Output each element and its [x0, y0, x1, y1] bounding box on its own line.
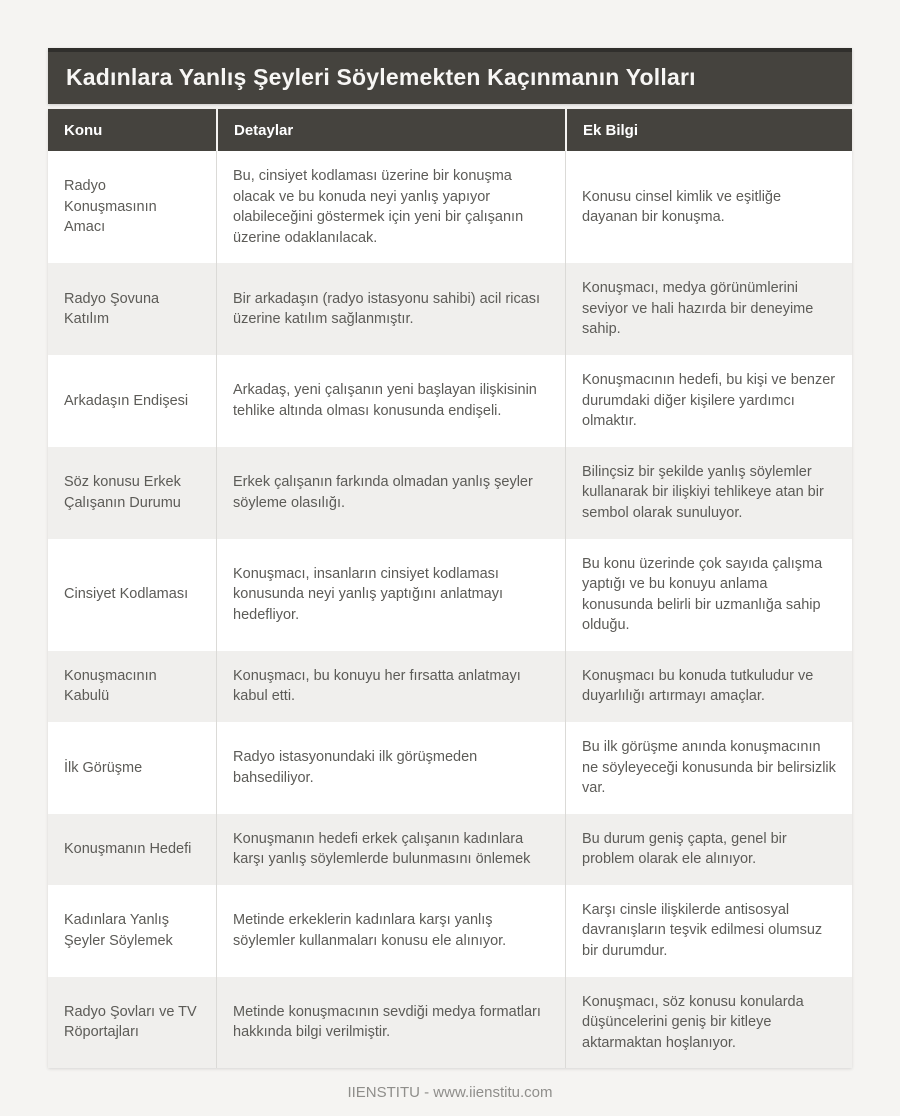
table-row: [48, 539, 852, 651]
header-row: [48, 109, 852, 151]
table-row: [48, 814, 852, 885]
extra-cell: Bilinçsiz bir şekilde yanlış söylemler kullanarak bir ilişkiyi tehlikeye atan bir sembol olarak sunuluyor.: [565, 447, 852, 539]
footer-credit: IIENSTITU - www.iienstitu.com: [347, 1084, 553, 1102]
topic-cell: Kadınlara Yanlış Şeyler Söylemek: [64, 912, 173, 949]
details-cell: Erkek çalışanın farkında olmadan yanlış şeyler söyleme olasılığı.: [216, 447, 565, 539]
topic-cell: Konuşmanın Hedefi: [64, 841, 192, 857]
extra-cell: Karşı cinsle ilişkilerde antisosyal davranışların teşvik edilmesi olumsuz bir durumdur.: [565, 885, 852, 977]
topic-cell: Radyo Konuşmasının Amacı: [64, 178, 157, 236]
table-row: [48, 651, 852, 722]
details-cell: Bir arkadaşın (radyo istasyonu sahibi) acil ricası üzerine katılım sağlanmıştır.: [216, 263, 565, 355]
topic-cell: Radyo Şovları ve TV Röportajları: [64, 1003, 197, 1041]
topic-cell: İlk Görüşme: [64, 759, 143, 776]
details-cell: Metinde erkeklerin kadınlara karşı yanlış söylemler kullanmaları konusu ele alınıyor.: [216, 885, 565, 977]
topic-cell: Cinsiyet Kodlaması: [64, 586, 189, 603]
details-cell: Metinde konuşmacının sevdiği medya formatları hakkında bilgi verilmiştir.: [216, 977, 565, 1069]
extra-cell: Konusu cinsel kimlik ve eşitliğe dayanan bir konuşma.: [565, 151, 852, 263]
details-cell: Konuşmanın hedefi erkek çalışanın kadınlara karşı yanlış söylemlerde bulunmasını önlemek: [216, 814, 565, 885]
table-row: [48, 355, 852, 447]
details-cell: Radyo istasyonundaki ilk görüşmeden bahsediliyor.: [216, 722, 565, 814]
table-row: [48, 263, 852, 355]
extra-cell: Bu ilk görüşme anında konuşmacının ne söyleyeceği konusunda bir belirsizlik var.: [565, 722, 852, 814]
table-row: [48, 977, 852, 1069]
column-header-konu: Konu: [48, 109, 216, 151]
topic-cell: Konuşmacının Kabulü: [64, 667, 157, 705]
details-cell: Konuşmacı, bu konuyu her fırsatta anlatmayı kabul etti.: [216, 651, 565, 722]
extra-cell: Konuşmacı bu konuda tutkuludur ve duyarlılığı artırmayı amaçlar.: [565, 651, 852, 722]
table-row: [48, 447, 852, 539]
extra-cell: Konuşmacının hedefi, bu kişi ve benzer durumdaki diğer kişilere yardımcı olmaktır.: [565, 355, 852, 447]
topic-cell: Söz konusu Erkek Çalışanın Durumu: [64, 474, 181, 511]
extra-cell: Konuşmacı, söz konusu konularda düşüncelerini geniş bir kitleye aktarmaktan hoşlanıyor.: [565, 977, 852, 1069]
topic-cell: Arkadaşın Endişesi: [64, 392, 189, 409]
table-row: [48, 885, 852, 977]
page-title: Kadınlara Yanlış Şeyleri Söylemekten Kaçınmanın Yolları: [48, 48, 852, 104]
details-cell: Arkadaş, yeni çalışanın yeni başlayan ilişkisinin tehlike altında olması konusunda endişeli.: [216, 355, 565, 447]
details-cell: Bu, cinsiyet kodlaması üzerine bir konuşma olacak ve bu konuda neyi yanlış yapıyor olabileceğini göstermek için yeni bir çalışanın üzerine odaklanılacak.: [216, 151, 565, 263]
info-table-card: [48, 48, 852, 1068]
extra-cell: Konuşmacı, medya görünümlerini seviyor ve hali hazırda bir deneyime sahip.: [565, 263, 852, 355]
info-table: [48, 109, 852, 1068]
column-header-detaylar: Detaylar: [216, 109, 565, 151]
column-header-ek-bilgi: Ek Bilgi: [565, 109, 852, 151]
table-row: [48, 151, 852, 263]
table-row: [48, 722, 852, 814]
topic-cell: Radyo Şovuna Katılım: [64, 290, 160, 328]
details-cell: Konuşmacı, insanların cinsiyet kodlaması konusunda neyi yanlış yaptığını anlatmayı hedefliyor.: [216, 539, 565, 651]
extra-cell: Bu durum geniş çapta, genel bir problem olarak ele alınıyor.: [565, 814, 852, 885]
extra-cell: Bu konu üzerinde çok sayıda çalışma yaptığı ve bu konuyu anlama konusunda belirli bir uzmanlığa sahip olduğu.: [565, 539, 852, 651]
